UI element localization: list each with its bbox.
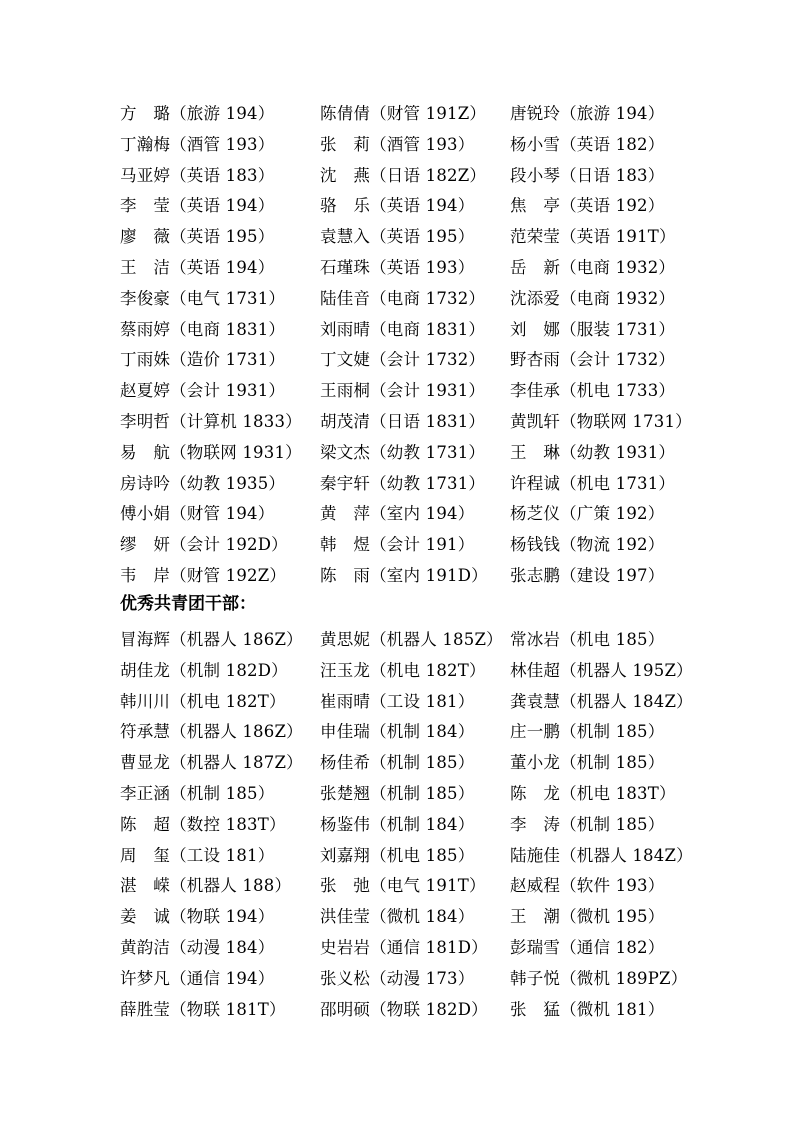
name-entry: 陈 雨（室内 191D） xyxy=(320,565,488,585)
name-entry: 马亚婷（英语 183） xyxy=(120,165,275,185)
name-entry: 蔡雨婷（电商 1831） xyxy=(120,319,286,339)
name-entry: 张 猛（微机 181） xyxy=(510,999,665,1019)
name-entry: 野杏雨（会计 1732） xyxy=(510,350,676,370)
name-row xyxy=(0,561,793,592)
name-entry: 李 涛（机制 185） xyxy=(510,814,665,834)
name-entry: 杨小雪（英语 182） xyxy=(510,134,665,154)
name-entry: 彭瑞雪（通信 182） xyxy=(510,937,665,957)
name-entry: 史岩岩（通信 181D） xyxy=(320,937,488,957)
name-row xyxy=(0,315,793,346)
name-row xyxy=(0,871,793,902)
name-entry: 黄凯轩（物联网 1731） xyxy=(510,411,692,431)
name-entry: 沈 燕（日语 182Z） xyxy=(320,165,487,185)
name-entry: 袁慧入（英语 195） xyxy=(320,227,475,247)
name-row xyxy=(0,748,793,779)
league-cadre-list-section xyxy=(0,625,793,1025)
name-entry: 缪 妍（会计 192D） xyxy=(120,535,288,555)
name-row xyxy=(0,438,793,469)
name-entry: 唐锐玲（旅游 194） xyxy=(510,104,665,123)
name-entry: 王 洁（英语 194） xyxy=(120,257,275,277)
name-entry: 许梦凡（通信 194） xyxy=(120,968,275,988)
name-row xyxy=(0,902,793,933)
name-entry: 韦 岸（财管 192Z） xyxy=(120,565,287,585)
name-entry: 石瑾珠（英语 193） xyxy=(320,257,475,277)
name-entry: 冒海辉（机器人 186Z） xyxy=(120,630,303,649)
name-entry: 黄思妮（机器人 185Z） xyxy=(320,630,503,649)
name-row xyxy=(0,99,793,130)
name-entry: 杨芝仪（广策 192） xyxy=(510,504,665,524)
name-row xyxy=(0,284,793,315)
honoree-list-section xyxy=(0,99,793,592)
name-entry: 黄韵洁（动漫 184） xyxy=(120,937,275,957)
name-entry: 张义松（动漫 173） xyxy=(320,968,475,988)
name-row xyxy=(0,191,793,222)
name-row xyxy=(0,687,793,718)
name-entry: 韩 煜（会计 191） xyxy=(320,535,475,555)
name-entry: 陈 超（数控 183T） xyxy=(120,814,286,834)
name-entry: 胡佳龙（机制 182D） xyxy=(120,660,288,680)
name-row xyxy=(0,841,793,872)
name-entry: 薛胜莹（物联 181T） xyxy=(120,999,286,1019)
name-entry: 杨佳希（机制 185） xyxy=(320,753,475,773)
name-entry: 丁文婕（会计 1732） xyxy=(320,350,486,370)
name-row xyxy=(0,779,793,810)
name-entry: 骆 乐（英语 194） xyxy=(320,196,475,216)
name-entry: 龚袁慧（机器人 184Z） xyxy=(510,691,693,711)
name-entry: 周 玺（工设 181） xyxy=(120,845,275,865)
name-entry: 范荣莹（英语 191T） xyxy=(510,227,676,247)
name-entry: 段小琴（日语 183） xyxy=(510,165,665,185)
name-entry: 李佳承（机电 1733） xyxy=(510,381,676,401)
name-entry: 洪佳莹（微机 184） xyxy=(320,907,475,927)
name-row xyxy=(0,130,793,161)
name-entry: 姜 诚（物联 194） xyxy=(120,907,275,927)
name-row xyxy=(0,499,793,530)
name-entry: 陆施佳（机器人 184Z） xyxy=(510,845,693,865)
name-entry: 王雨桐（会计 1931） xyxy=(320,381,486,401)
name-row xyxy=(0,161,793,192)
name-entry: 李 莹（英语 194） xyxy=(120,196,275,216)
name-entry: 崔雨晴（工设 181） xyxy=(320,691,475,711)
name-entry: 焦 亭（英语 192） xyxy=(510,196,665,216)
name-entry: 刘嘉翔（机电 185） xyxy=(320,845,475,865)
name-entry: 廖 薇（英语 195） xyxy=(120,227,275,247)
name-entry: 申佳瑞（机制 184） xyxy=(320,722,475,742)
name-entry: 张志鹏（建设 197） xyxy=(510,565,665,585)
name-row xyxy=(0,345,793,376)
name-entry: 秦宇轩（幼教 1731） xyxy=(320,473,486,493)
name-entry: 李明哲（计算机 1833） xyxy=(120,411,302,431)
name-entry: 陈倩倩（财管 191Z） xyxy=(320,104,487,123)
name-entry: 刘雨晴（电商 1831） xyxy=(320,319,486,339)
name-entry: 张 弛（电气 191T） xyxy=(320,876,486,896)
section-heading-outstanding-league-cadres: 优秀共青团干部： xyxy=(120,594,256,614)
name-row xyxy=(0,933,793,964)
name-entry: 汪玉龙（机电 182T） xyxy=(320,660,486,680)
name-entry: 许程诚（机电 1731） xyxy=(510,473,676,493)
name-entry: 李正涵（机制 185） xyxy=(120,783,275,803)
name-entry: 邵明硕（物联 182D） xyxy=(320,999,488,1019)
name-row xyxy=(0,717,793,748)
name-entry: 王 潮（微机 195） xyxy=(510,907,665,927)
name-row xyxy=(0,253,793,284)
name-entry: 赵夏婷（会计 1931） xyxy=(120,381,286,401)
name-entry: 杨钱钱（物流 192） xyxy=(510,535,665,555)
name-entry: 杨鉴伟（机制 184） xyxy=(320,814,475,834)
name-entry: 符承慧（机器人 186Z） xyxy=(120,722,303,742)
name-row xyxy=(0,810,793,841)
name-row xyxy=(0,530,793,561)
name-entry: 丁瀚梅（酒管 193） xyxy=(120,134,275,154)
name-row xyxy=(0,625,793,656)
name-entry: 刘 娜（服装 1731） xyxy=(510,319,676,339)
name-entry: 庄一鹏（机制 185） xyxy=(510,722,665,742)
name-entry: 梁文杰（幼教 1731） xyxy=(320,442,486,462)
name-entry: 湛 嵘（机器人 188） xyxy=(120,876,292,896)
name-row xyxy=(0,469,793,500)
name-row xyxy=(0,222,793,253)
name-entry: 方 璐（旅游 194） xyxy=(120,104,275,123)
name-entry: 黄 萍（室内 194） xyxy=(320,504,475,524)
name-row xyxy=(0,995,793,1026)
name-row xyxy=(0,407,793,438)
name-entry: 傅小娟（财管 194） xyxy=(120,504,275,524)
name-entry: 陈 龙（机电 183T） xyxy=(510,783,676,803)
name-entry: 王 琳（幼教 1931） xyxy=(510,442,676,462)
name-entry: 张 莉（酒管 193） xyxy=(320,134,475,154)
name-entry: 李俊豪（电气 1731） xyxy=(120,288,286,308)
name-entry: 曹显龙（机器人 187Z） xyxy=(120,753,303,773)
name-entry: 陆佳音（电商 1732） xyxy=(320,288,486,308)
name-row xyxy=(0,964,793,995)
name-entry: 韩子悦（微机 189PZ） xyxy=(510,968,688,988)
name-entry: 韩川川（机电 182T） xyxy=(120,691,286,711)
name-entry: 易 航（物联网 1931） xyxy=(120,442,302,462)
name-entry: 胡茂清（日语 1831） xyxy=(320,411,486,431)
name-entry: 岳 新（电商 1932） xyxy=(510,257,676,277)
name-entry: 丁雨姝（造价 1731） xyxy=(120,350,286,370)
name-entry: 常冰岩（机电 185） xyxy=(510,630,665,649)
name-row xyxy=(0,656,793,687)
name-entry: 林佳超（机器人 195Z） xyxy=(510,660,693,680)
name-entry: 房诗吟（幼教 1935） xyxy=(120,473,286,493)
name-entry: 赵威程（软件 193） xyxy=(510,876,665,896)
name-entry: 沈添爱（电商 1932） xyxy=(510,288,676,308)
name-entry: 董小龙（机制 185） xyxy=(510,753,665,773)
name-row xyxy=(0,376,793,407)
name-entry: 张楚翘（机制 185） xyxy=(320,783,475,803)
